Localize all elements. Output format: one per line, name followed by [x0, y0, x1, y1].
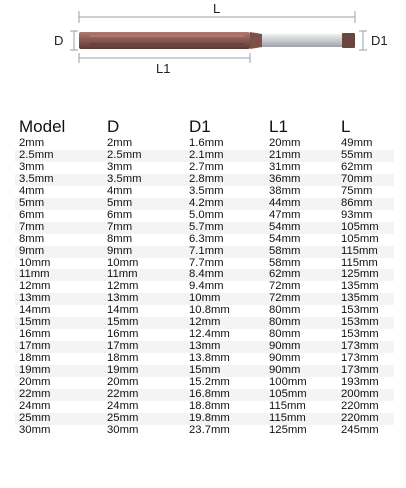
- cell-d1: 5.0mm: [185, 210, 265, 222]
- cell-model: 12mm: [15, 281, 103, 293]
- label-D: D: [54, 33, 64, 48]
- cell-d1: 8.4mm: [185, 269, 265, 281]
- cell-d: 14mm: [103, 305, 185, 317]
- label-L1: L1: [156, 61, 171, 76]
- table-header-row: [15, 116, 394, 138]
- header-model: Model: [19, 117, 66, 136]
- cell-l: 93mm: [337, 210, 394, 222]
- cell-l1: 54mm: [265, 222, 337, 234]
- cell-d1: 1.6mm: [185, 138, 265, 150]
- cell-l: 105mm: [337, 234, 394, 246]
- cell-l1: 54mm: [265, 234, 337, 246]
- cell-d: 8mm: [103, 234, 185, 246]
- cell-model: 30mm: [15, 425, 103, 437]
- cell-d1: 12mm: [185, 317, 265, 329]
- cell-d1: 18.8mm: [185, 401, 265, 413]
- cell-d: 20mm: [103, 377, 185, 389]
- cell-l1: 58mm: [265, 246, 337, 258]
- cell-model: 11mm: [15, 269, 103, 281]
- cell-model: 16mm: [15, 329, 103, 341]
- cell-d: 3mm: [103, 162, 185, 174]
- cell-l1: 100mm: [265, 377, 337, 389]
- cell-l1: 20mm: [265, 138, 337, 150]
- cell-d: 15mm: [103, 317, 185, 329]
- cell-l1: 80mm: [265, 329, 337, 341]
- cell-model: 3mm: [15, 162, 103, 174]
- cell-model: 4mm: [15, 186, 103, 198]
- reamer-dimension-diagram: [0, 0, 406, 112]
- cell-d1: 7.7mm: [185, 258, 265, 270]
- cell-d1: 13mm: [185, 341, 265, 353]
- cell-d: 6mm: [103, 210, 185, 222]
- table-row: [15, 425, 394, 437]
- cell-l: 153mm: [337, 305, 394, 317]
- cell-d1: 23.7mm: [185, 425, 265, 437]
- cell-model: 2mm: [15, 138, 103, 150]
- cell-model: 3.5mm: [15, 174, 103, 186]
- cell-model: 5mm: [15, 198, 103, 210]
- cell-l: 220mm: [337, 413, 394, 425]
- cell-d1: 2.1mm: [185, 150, 265, 162]
- cell-d: 18mm: [103, 353, 185, 365]
- cell-l1: 105mm: [265, 389, 337, 401]
- cell-d1: 15mm: [185, 365, 265, 377]
- cell-d1: 5.7mm: [185, 222, 265, 234]
- cell-l: 86mm: [337, 198, 394, 210]
- cell-l: 173mm: [337, 353, 394, 365]
- cell-l1: 80mm: [265, 317, 337, 329]
- reamer-square-drive: [342, 33, 355, 48]
- cell-d: 30mm: [103, 425, 185, 437]
- cell-l1: 90mm: [265, 341, 337, 353]
- cell-l: 115mm: [337, 246, 394, 258]
- cell-model: 10mm: [15, 258, 103, 270]
- cell-d1: 10mm: [185, 293, 265, 305]
- cell-d: 12mm: [103, 281, 185, 293]
- cell-model: 7mm: [15, 222, 103, 234]
- table-row: [15, 186, 394, 198]
- cell-l1: 125mm: [265, 425, 337, 437]
- cell-l: 220mm: [337, 401, 394, 413]
- cell-l1: 47mm: [265, 210, 337, 222]
- cell-d1: 9.4mm: [185, 281, 265, 293]
- header-d: D: [107, 117, 120, 136]
- cell-d: 16mm: [103, 329, 185, 341]
- cell-l1: 31mm: [265, 162, 337, 174]
- table-row: [15, 198, 394, 210]
- cell-d1: 2.8mm: [185, 174, 265, 186]
- reamer-shank-section: [262, 34, 342, 47]
- cell-model: 9mm: [15, 246, 103, 258]
- cell-d1: 3.5mm: [185, 186, 265, 198]
- cell-model: 2.5mm: [15, 150, 103, 162]
- cell-l1: 115mm: [265, 413, 337, 425]
- cell-model: 15mm: [15, 317, 103, 329]
- cell-d: 13mm: [103, 293, 185, 305]
- cell-d1: 15.2mm: [185, 377, 265, 389]
- header-d1: D1: [189, 117, 211, 136]
- cell-model: 20mm: [15, 377, 103, 389]
- cell-l: 173mm: [337, 365, 394, 377]
- cell-l: 115mm: [337, 258, 394, 270]
- cell-model: 22mm: [15, 389, 103, 401]
- cell-d1: 2.7mm: [185, 162, 265, 174]
- cell-d: 5mm: [103, 198, 185, 210]
- cell-d1: 13.8mm: [185, 353, 265, 365]
- cell-l: 245mm: [337, 425, 394, 437]
- cell-d: 2.5mm: [103, 150, 185, 162]
- cell-l1: 38mm: [265, 186, 337, 198]
- table-row: [15, 234, 394, 246]
- cell-model: 18mm: [15, 353, 103, 365]
- table-row: [15, 210, 394, 222]
- label-D1: D1: [371, 33, 388, 48]
- cell-model: 14mm: [15, 305, 103, 317]
- cell-l: 135mm: [337, 281, 394, 293]
- cell-d: 3.5mm: [103, 174, 185, 186]
- cell-l1: 44mm: [265, 198, 337, 210]
- cell-l1: 80mm: [265, 305, 337, 317]
- cell-d: 22mm: [103, 389, 185, 401]
- cell-l: 153mm: [337, 317, 394, 329]
- reamer-spec-table: [15, 116, 394, 437]
- label-L: L: [213, 1, 221, 16]
- cell-l: 55mm: [337, 150, 394, 162]
- cell-l1: 115mm: [265, 401, 337, 413]
- cell-model: 17mm: [15, 341, 103, 353]
- cell-l1: 21mm: [265, 150, 337, 162]
- cell-d1: 6.3mm: [185, 234, 265, 246]
- cell-model: 13mm: [15, 293, 103, 305]
- cell-d: 4mm: [103, 186, 185, 198]
- cell-l: 153mm: [337, 329, 394, 341]
- cell-d1: 4.2mm: [185, 198, 265, 210]
- cell-model: 25mm: [15, 413, 103, 425]
- reamer-drawing: [0, 0, 406, 112]
- cell-l1: 62mm: [265, 269, 337, 281]
- table-row: [15, 222, 394, 234]
- header-l: L: [341, 117, 351, 136]
- cell-l: 173mm: [337, 341, 394, 353]
- cell-l: 135mm: [337, 293, 394, 305]
- cell-d: 11mm: [103, 269, 185, 281]
- cell-l: 105mm: [337, 222, 394, 234]
- cell-l: 75mm: [337, 186, 394, 198]
- cell-d1: 10.8mm: [185, 305, 265, 317]
- cell-l: 125mm: [337, 269, 394, 281]
- cell-d1: 16.8mm: [185, 389, 265, 401]
- cell-model: 19mm: [15, 365, 103, 377]
- cell-d: 9mm: [103, 246, 185, 258]
- cell-d1: 12.4mm: [185, 329, 265, 341]
- cell-l1: 72mm: [265, 293, 337, 305]
- cell-d1: 19.8mm: [185, 413, 265, 425]
- cell-l: 200mm: [337, 389, 394, 401]
- header-l1: L1: [269, 117, 288, 136]
- table-row: [15, 246, 394, 258]
- cell-l1: 72mm: [265, 281, 337, 293]
- cell-model: 8mm: [15, 234, 103, 246]
- reamer-flute-section: [79, 32, 250, 49]
- cell-l1: 36mm: [265, 174, 337, 186]
- cell-model: 24mm: [15, 401, 103, 413]
- table-body: [15, 138, 394, 437]
- cell-d: 10mm: [103, 258, 185, 270]
- cell-l: 70mm: [337, 174, 394, 186]
- cell-model: 6mm: [15, 210, 103, 222]
- cell-l1: 90mm: [265, 353, 337, 365]
- cell-l: 193mm: [337, 377, 394, 389]
- cell-d: 17mm: [103, 341, 185, 353]
- cell-l: 49mm: [337, 138, 394, 150]
- cell-d: 19mm: [103, 365, 185, 377]
- cell-d: 7mm: [103, 222, 185, 234]
- cell-d: 2mm: [103, 138, 185, 150]
- cell-d1: 7.1mm: [185, 246, 265, 258]
- cell-d: 25mm: [103, 413, 185, 425]
- cell-l: 62mm: [337, 162, 394, 174]
- cell-d: 24mm: [103, 401, 185, 413]
- cell-l1: 90mm: [265, 365, 337, 377]
- cell-l1: 58mm: [265, 258, 337, 270]
